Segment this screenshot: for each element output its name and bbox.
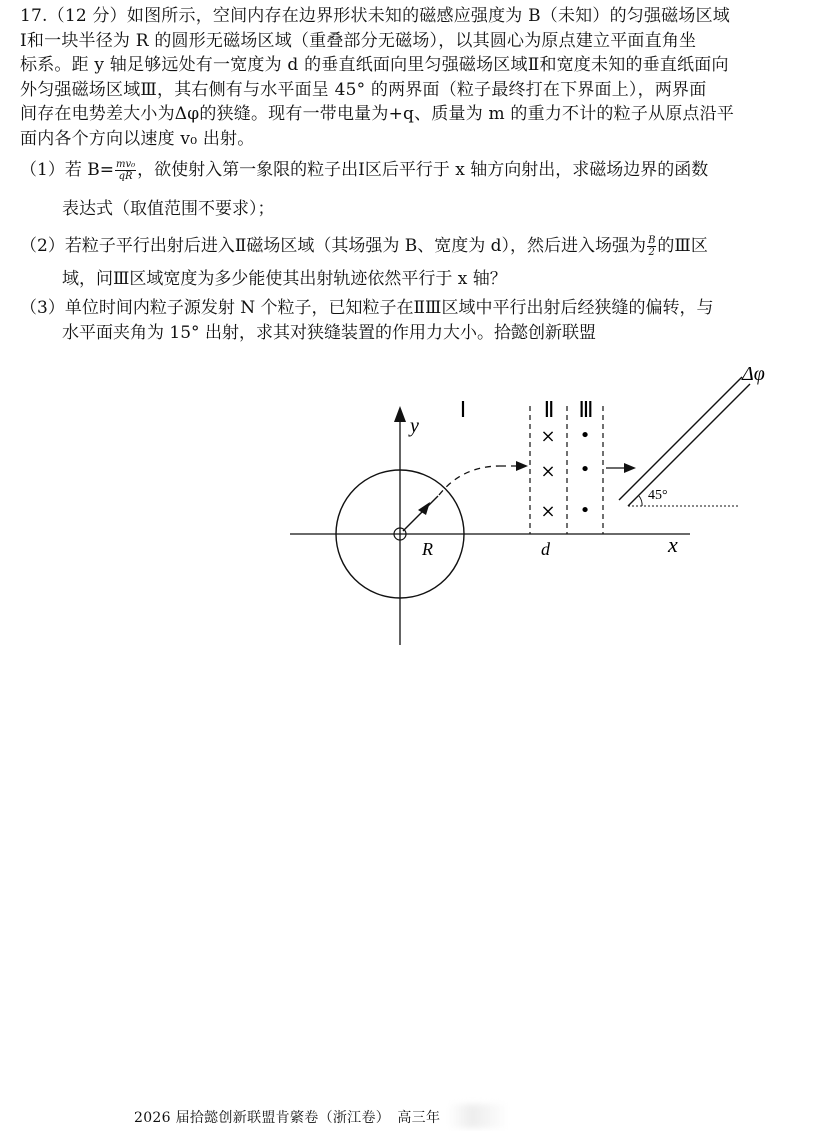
- potential-label: Δφ: [742, 363, 765, 385]
- physics-diagram: [0, 350, 828, 660]
- q2-fraction: [647, 235, 656, 258]
- field-out-symbol: •: [579, 425, 591, 446]
- blurred-area: [448, 1104, 508, 1128]
- field-in-symbol: ×: [540, 501, 556, 522]
- problem-number: 17.: [20, 6, 48, 26]
- angle-arc: [639, 496, 642, 506]
- intro-line-4: 外匀强磁场区域Ⅲ，其右侧有与水平面呈 45° 的两界面（粒子最终打在下界面上），两界面: [20, 79, 707, 100]
- q1-frac-den: qR: [118, 171, 133, 182]
- width-label: d: [541, 539, 550, 559]
- field-in-symbol: ×: [540, 461, 556, 482]
- problem-points: （12 分）: [47, 6, 127, 26]
- page-footer: 2026 届拾懿创新联盟肯綮卷（浙江卷） 高三年: [134, 1110, 441, 1126]
- field-in-symbol: ×: [540, 426, 556, 447]
- initial-velocity-arrow: [403, 496, 438, 531]
- q1-frac-num: mv₀: [115, 159, 136, 170]
- intro-line-6: 面内各个方向以速度 v₀ 出射。: [20, 128, 255, 149]
- intro-line-5: 间存在电势差大小为Δφ的狭缝。现有一带电量为+q、质量为 m 的重力不计的粒子从原点沿平: [20, 104, 735, 124]
- slit-lower-plate: [628, 384, 750, 506]
- trajectory-arrow: [516, 461, 528, 471]
- q2-line1-a: （2）若粒子平行出射后进入Ⅱ磁场区域（其场强为 B、宽度为 d），然后进入场强为: [20, 236, 647, 256]
- region1-label: Ⅰ: [459, 397, 467, 422]
- q2-line2: 域，问Ⅲ区域宽度为多少能使其出射轨迹依然平行于 x 轴？: [62, 268, 507, 289]
- q1-line2: 表达式（取值范围不要求）；: [62, 198, 275, 219]
- region2-label: Ⅱ: [543, 397, 555, 422]
- region3-label: Ⅲ: [578, 397, 594, 422]
- question-1: [20, 158, 810, 221]
- angle-label: 45°: [648, 488, 668, 503]
- q1-fraction: [115, 159, 136, 182]
- y-axis-label: y: [410, 415, 419, 437]
- q3-line1: （3）单位时间内粒子源发射 N 个粒子，已知粒子在ⅡⅢ区域中平行出射后经狭缝的偏转，与: [20, 298, 714, 318]
- question-2: [20, 234, 810, 291]
- q2-frac-num: B: [648, 235, 656, 246]
- q3-line2: 水平面夹角为 15° 出射，求其对狭缝装置的作用力大小。拾懿创新联盟: [62, 322, 596, 343]
- field-out-symbol: •: [579, 500, 591, 521]
- intro-line-3: 标系。距 y 轴足够远处有一宽度为 d 的垂直纸面向里匀强磁场区域Ⅱ和宽度未知的垂直纸面向: [20, 55, 729, 75]
- q2-frac-den: 2: [648, 247, 655, 258]
- x-axis-label: x: [668, 532, 678, 557]
- trajectory-curve: [439, 466, 500, 495]
- q2-line1-b: 的Ⅲ区: [657, 236, 708, 256]
- field-out-symbol: •: [579, 459, 591, 480]
- q1-label: （1）若 B=: [20, 160, 114, 180]
- question-3: [20, 296, 810, 345]
- radius-label: R: [422, 539, 433, 559]
- intro-line-2: Ⅰ和一块半径为 R 的圆形无磁场区域（重叠部分无磁场），以其圆心为原点建立平面直角坐: [20, 30, 697, 51]
- q1-line1-rest: ，欲使射入第一象限的粒子出Ⅰ区后平行于 x 轴方向射出，求磁场边界的函数: [137, 160, 709, 180]
- y-axis-arrow: [394, 406, 406, 422]
- intro-line-1: 如图所示，空间内存在边界形状未知的磁感应强度为 B（未知）的匀强磁场区域: [126, 6, 730, 26]
- slit-upper-plate: [619, 377, 742, 500]
- problem-statement: [20, 4, 810, 151]
